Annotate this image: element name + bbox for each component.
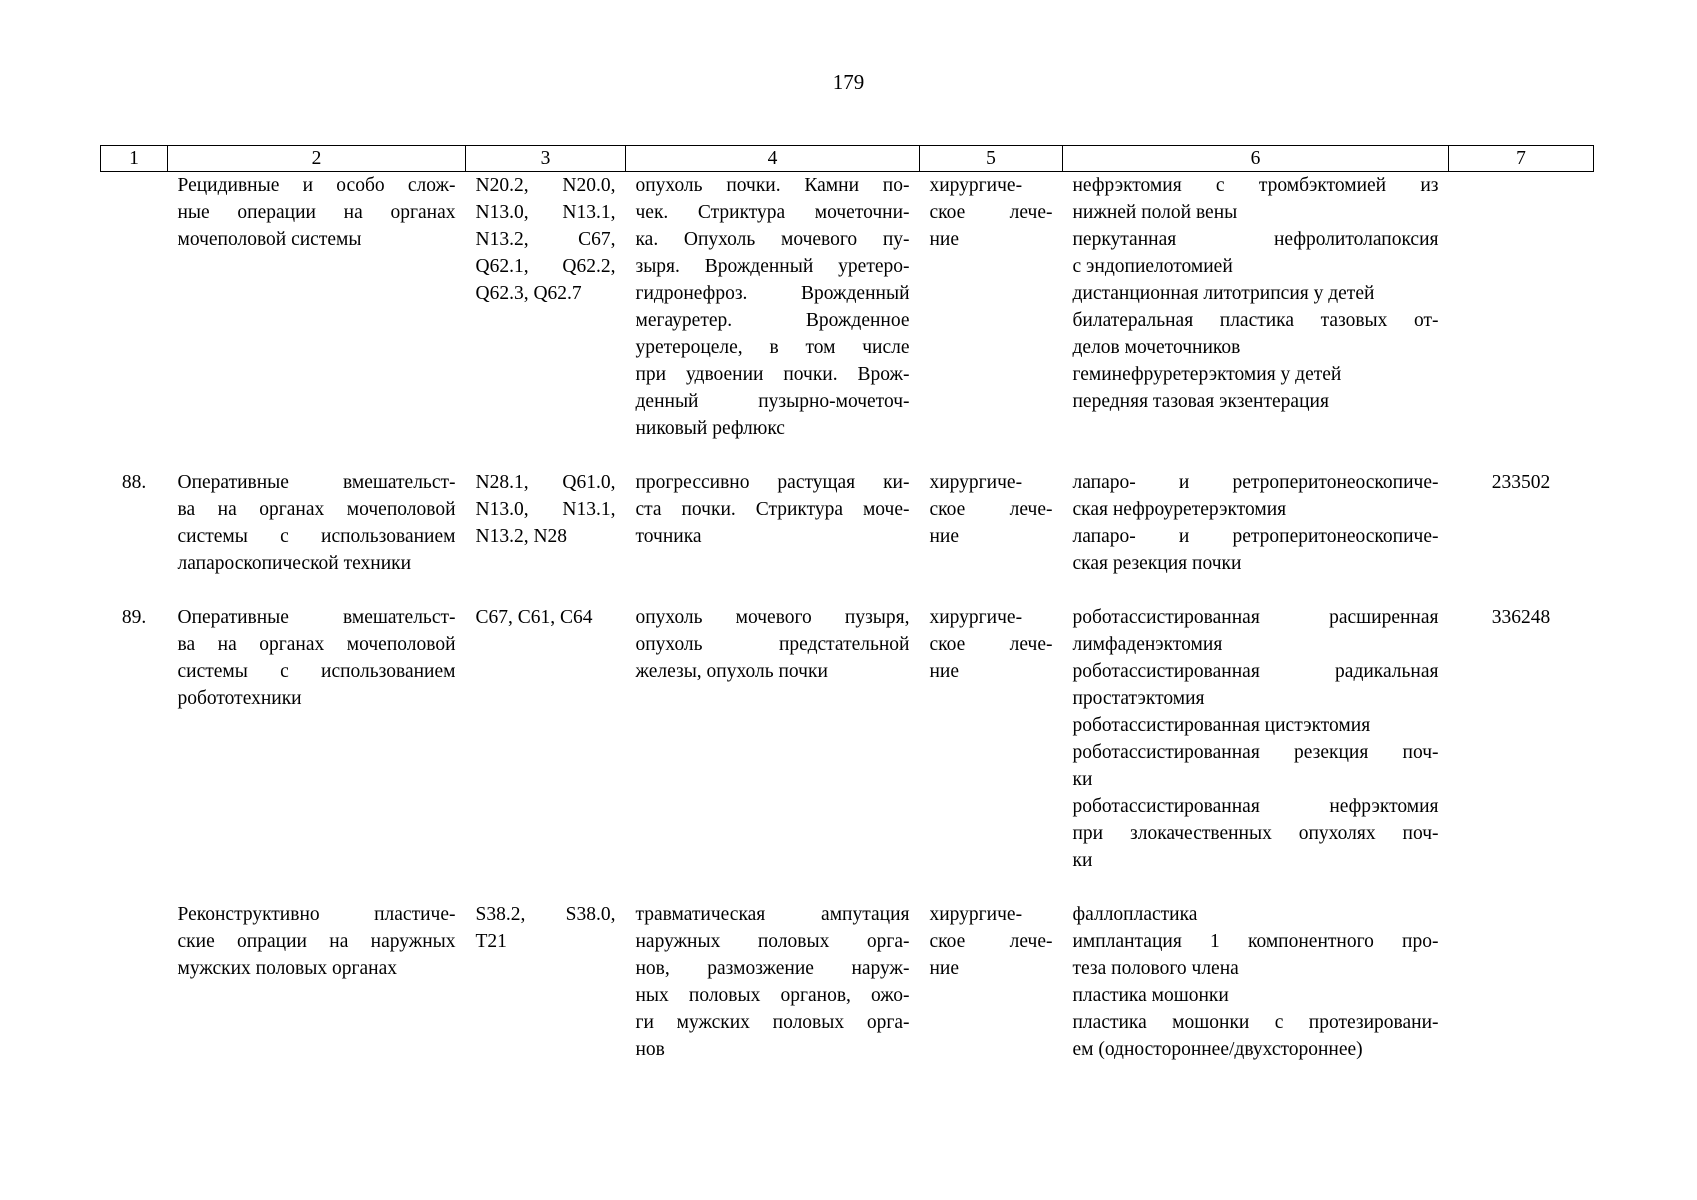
cell-text-line: N13.0, N13.1, bbox=[475, 202, 616, 223]
treatment-type-cell bbox=[920, 469, 1063, 604]
cell-text-line: Рецидивные и особо слож- bbox=[177, 175, 456, 196]
row-number bbox=[101, 901, 168, 1063]
cell-text-line: роботассистированная резекция поч- bbox=[1072, 742, 1439, 763]
cell-text-line: гидронефроз. Врожденный bbox=[635, 283, 910, 304]
cell-text-line: N28.1, Q61.0, bbox=[475, 472, 616, 493]
cost-cell: 233502 bbox=[1491, 472, 1551, 493]
column-number-header: 6 bbox=[1063, 146, 1449, 172]
cell-text-line: ние bbox=[929, 661, 960, 682]
treatment-type-cell bbox=[920, 901, 1063, 1063]
cost-cell bbox=[1449, 172, 1594, 470]
condition-cell bbox=[626, 172, 920, 470]
icd-codes-cell bbox=[466, 901, 626, 1063]
column-number-header: 2 bbox=[168, 146, 466, 172]
cell-text-line: дистанционная литотрипсия у детей bbox=[1072, 283, 1375, 304]
cell-text-line: с эндопиелотомией bbox=[1072, 256, 1233, 277]
cell-text-line: ское лече- bbox=[929, 499, 1053, 520]
cell-text-line: никовый рефлюкс bbox=[635, 418, 785, 439]
cell-text-line: ки bbox=[1072, 850, 1093, 871]
cell-text-line: ги мужских половых орга- bbox=[635, 1012, 910, 1033]
cell-text-line: ское лече- bbox=[929, 634, 1053, 655]
procedure-name-cell bbox=[168, 901, 466, 1063]
cell-text-line: Q62.3, Q62.7 bbox=[475, 283, 582, 304]
cell-text-line: денный пузырно-мочеточ- bbox=[635, 391, 910, 412]
procedures-table bbox=[100, 145, 1594, 1063]
cell-text-line: ская резекция почки bbox=[1072, 553, 1242, 574]
treatment-method-cell bbox=[1063, 172, 1449, 470]
cell-text-line: системы с использованием bbox=[177, 661, 456, 682]
cell-text-line: роботассистированная расширенная bbox=[1072, 607, 1439, 628]
cell-text-line: перкутанная нефролитолапоксия bbox=[1072, 229, 1439, 250]
cell-text-line: делов мочеточников bbox=[1072, 337, 1241, 358]
cell-text-line: при удвоении почки. Врож- bbox=[635, 364, 910, 385]
cell-text-line: лапаро- и ретроперитонеоскопиче- bbox=[1072, 472, 1439, 493]
column-number-header: 5 bbox=[920, 146, 1063, 172]
cell-text-line: теза полового члена bbox=[1072, 958, 1239, 979]
cell-text-line: ва на органах мочеполовой bbox=[177, 634, 456, 655]
cost-cell bbox=[1449, 901, 1594, 1063]
cell-text-line: имплантация 1 компонентного про- bbox=[1072, 931, 1439, 952]
cell-text-line: фаллопластика bbox=[1072, 904, 1198, 925]
cell-text-line: геминефруретерэктомия у детей bbox=[1072, 364, 1342, 385]
treatment-type-cell bbox=[920, 172, 1063, 470]
cell-text-line: N20.2, N20.0, bbox=[475, 175, 616, 196]
cell-text-line: пластика мошонки с протезировани- bbox=[1072, 1012, 1439, 1033]
icd-codes-cell bbox=[466, 469, 626, 604]
cell-text-line: хирургиче- bbox=[929, 904, 1023, 925]
cell-text-line: опухоль мочевого пузыря, bbox=[635, 607, 910, 628]
cell-text-line: ние bbox=[929, 526, 960, 547]
cell-text-line: N13.0, N13.1, bbox=[475, 499, 616, 520]
row-number: 89. bbox=[121, 607, 147, 628]
cell-text-line: зыря. Врожденный уретеро- bbox=[635, 256, 910, 277]
cell-text-line: роботассистированная цистэктомия bbox=[1072, 715, 1371, 736]
cell-text-line: нов bbox=[635, 1039, 665, 1060]
cell-text-line: ская нефроуретерэктомия bbox=[1072, 499, 1287, 520]
cell-text-line: нижней полой вены bbox=[1072, 202, 1238, 223]
cell-text-line: простатэктомия bbox=[1072, 688, 1205, 709]
table-row bbox=[101, 172, 1594, 470]
cell-text-line: лимфаденэктомия bbox=[1072, 634, 1223, 655]
treatment-method-cell bbox=[1063, 469, 1449, 604]
column-number-header-row bbox=[101, 146, 1594, 172]
cell-text-line: Q62.1, Q62.2, bbox=[475, 256, 616, 277]
cell-text-line: робототехники bbox=[177, 688, 302, 709]
cell-text-line: Оперативные вмешательст- bbox=[177, 607, 456, 628]
cell-text-line: нефрэктомия с тромбэктомией из bbox=[1072, 175, 1439, 196]
condition-cell bbox=[626, 469, 920, 604]
cell-text-line: точника bbox=[635, 526, 702, 547]
procedure-name-cell bbox=[168, 604, 466, 901]
treatment-method-cell bbox=[1063, 901, 1449, 1063]
cell-text-line: хирургиче- bbox=[929, 607, 1023, 628]
cell-text-line: S38.2, S38.0, bbox=[475, 904, 616, 925]
cell-text-line: травматическая ампутация bbox=[635, 904, 910, 925]
cell-text-line: N13.2, N28 bbox=[475, 526, 568, 547]
cell-text-line: ка. Опухоль мочевого пу- bbox=[635, 229, 910, 250]
cell-text-line: ские опрации на наружных bbox=[177, 931, 456, 952]
cell-text-line: опухоль почки. Камни по- bbox=[635, 175, 910, 196]
cost-cell: 336248 bbox=[1491, 607, 1551, 628]
cell-text-line: ста почки. Стриктура моче- bbox=[635, 499, 910, 520]
cell-text-line: лапаро- и ретроперитонеоскопиче- bbox=[1072, 526, 1439, 547]
condition-cell bbox=[626, 901, 920, 1063]
cell-text-line: хирургиче- bbox=[929, 175, 1023, 196]
column-number-header: 4 bbox=[626, 146, 920, 172]
cell-text-line: Оперативные вмешательст- bbox=[177, 472, 456, 493]
cell-text-line: ки bbox=[1072, 769, 1093, 790]
cell-text-line: чек. Стриктура мочеточни- bbox=[635, 202, 910, 223]
cell-text-line: билатеральная пластика тазовых от- bbox=[1072, 310, 1439, 331]
cell-text-line: ных половых органов, ожо- bbox=[635, 985, 910, 1006]
cell-text-line: T21 bbox=[475, 931, 507, 952]
treatment-type-cell bbox=[920, 604, 1063, 901]
cell-text-line: прогрессивно растущая ки- bbox=[635, 472, 910, 493]
icd-codes-cell bbox=[466, 172, 626, 470]
cell-text-line: системы с использованием bbox=[177, 526, 456, 547]
column-number-header: 7 bbox=[1449, 146, 1594, 172]
cell-text-line: при злокачественных опухолях поч- bbox=[1072, 823, 1439, 844]
cell-text-line: уретероцеле, в том числе bbox=[635, 337, 910, 358]
condition-cell bbox=[626, 604, 920, 901]
cell-text-line: ское лече- bbox=[929, 931, 1053, 952]
column-number-header: 3 bbox=[466, 146, 626, 172]
cell-text-line: N13.2, C67, bbox=[475, 229, 616, 250]
cell-text-line: роботассистированная радикальная bbox=[1072, 661, 1439, 682]
cell-text-line: ние bbox=[929, 229, 960, 250]
cell-text-line: наружных половых орга- bbox=[635, 931, 910, 952]
cell-text-line: лапароскопической техники bbox=[177, 553, 412, 574]
icd-codes-cell bbox=[466, 604, 626, 901]
cell-text-line: железы, опухоль почки bbox=[635, 661, 828, 682]
treatment-method-cell bbox=[1063, 604, 1449, 901]
row-number bbox=[101, 172, 168, 470]
cell-text-line: пластика мошонки bbox=[1072, 985, 1229, 1006]
cell-text-line: ское лече- bbox=[929, 202, 1053, 223]
page-number: 179 bbox=[832, 70, 865, 94]
procedure-name-cell bbox=[168, 469, 466, 604]
cell-text-line: Реконструктивно пластиче- bbox=[177, 904, 456, 925]
row-number: 88. bbox=[121, 472, 147, 493]
cell-text-line: ние bbox=[929, 958, 960, 979]
column-number-header: 1 bbox=[101, 146, 168, 172]
cell-text-line: передняя тазовая экзентерация bbox=[1072, 391, 1329, 412]
cell-text-line: C67, C61, C64 bbox=[475, 607, 593, 628]
procedure-name-cell bbox=[168, 172, 466, 470]
cell-text-line: мужских половых органах bbox=[177, 958, 397, 979]
table-row bbox=[101, 604, 1594, 901]
cell-text-line: ва на органах мочеполовой bbox=[177, 499, 456, 520]
cell-text-line: ем (одностороннее/двухстороннее) bbox=[1072, 1039, 1363, 1060]
cell-text-line: хирургиче- bbox=[929, 472, 1023, 493]
cell-text-line: нов, размозжение наруж- bbox=[635, 958, 910, 979]
cell-text-line: опухоль предстательной bbox=[635, 634, 910, 655]
cell-text-line: роботассистированная нефрэктомия bbox=[1072, 796, 1439, 817]
cell-text-line: мочеполовой системы bbox=[177, 229, 362, 250]
cell-text-line: ные операции на органах bbox=[177, 202, 456, 223]
cell-text-line: мегауретер. Врожденное bbox=[635, 310, 910, 331]
table-row bbox=[101, 901, 1594, 1063]
table-row bbox=[101, 469, 1594, 604]
